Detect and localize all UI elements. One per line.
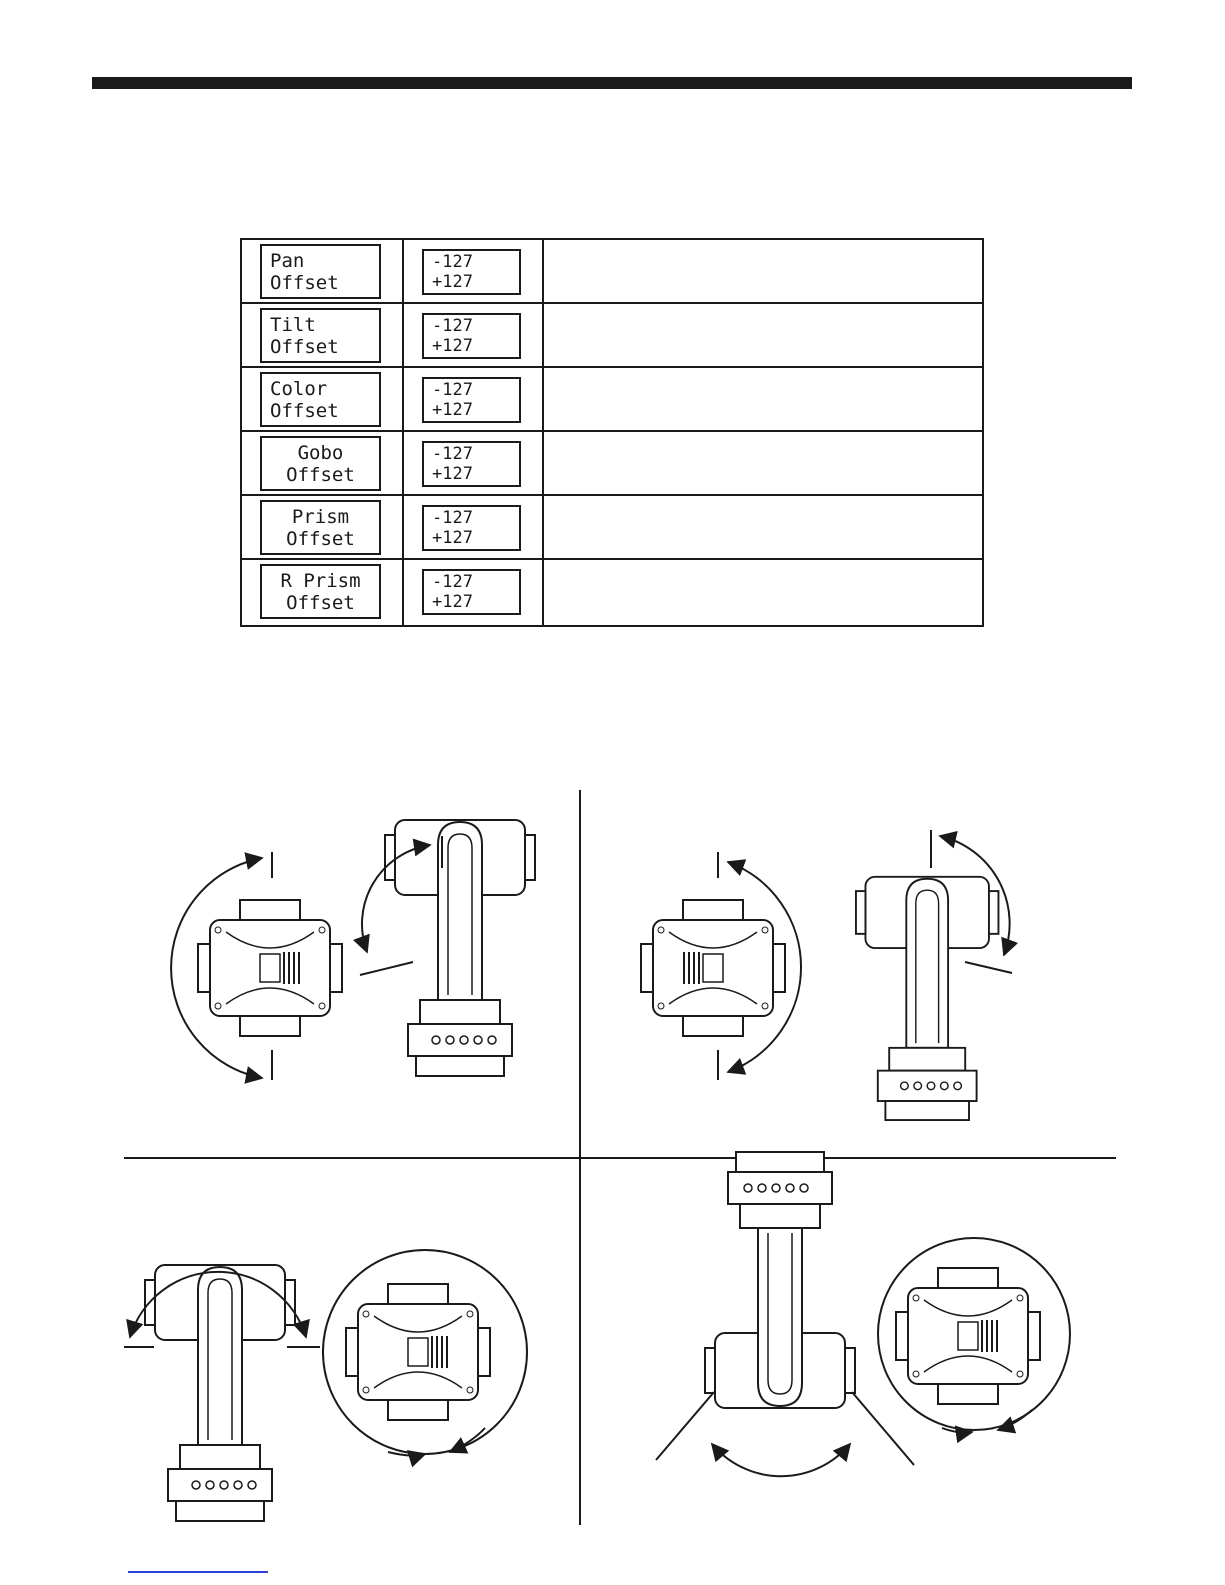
- lcd-name-line2: Offset: [270, 336, 339, 358]
- lcd-name-line2: Offset: [270, 400, 339, 422]
- lcd-display-name: [260, 436, 381, 491]
- lcd-range-display: [422, 313, 521, 359]
- lcd-range-display: [422, 377, 521, 423]
- lcd-display-name: [260, 372, 381, 427]
- offset-table: [240, 238, 984, 627]
- lcd-range-display: [422, 569, 521, 615]
- lcd-name-line1: Color: [270, 378, 328, 400]
- description-cell: [544, 496, 982, 558]
- description-cell: [544, 560, 982, 625]
- range-max: +127: [432, 528, 473, 548]
- lcd-name-line1: Gobo: [297, 442, 344, 464]
- offset-row-prism: [242, 496, 982, 560]
- top-heading-rule: [92, 77, 1132, 89]
- offset-row-tilt: [242, 304, 982, 368]
- range-min: -127: [432, 252, 473, 272]
- lcd-name-line1: R Prism: [280, 570, 361, 592]
- range-max: +127: [432, 400, 473, 420]
- lcd-range-display: [422, 249, 521, 295]
- lcd-range-display: [422, 505, 521, 551]
- range-max: +127: [432, 336, 473, 356]
- offset-row-rotating-prism: [242, 560, 982, 625]
- lcd-name-line2: Offset: [286, 528, 355, 550]
- offset-row-color: [242, 368, 982, 432]
- lcd-display-name: [260, 564, 381, 619]
- lcd-display-name: [260, 308, 381, 363]
- lcd-name-line1: Pan: [270, 250, 305, 272]
- range-min: -127: [432, 380, 473, 400]
- range-max: +127: [432, 592, 473, 612]
- lcd-name-line1: Tilt: [270, 314, 316, 336]
- lcd-display-name: [260, 244, 381, 299]
- offset-row-gobo: [242, 432, 982, 496]
- range-min: -127: [432, 444, 473, 464]
- lcd-name-line2: Offset: [270, 272, 339, 294]
- lcd-name-line2: Offset: [286, 592, 355, 614]
- range-min: -127: [432, 508, 473, 528]
- lcd-display-name: [260, 500, 381, 555]
- lcd-name-line2: Offset: [286, 464, 355, 486]
- range-min: -127: [432, 572, 473, 592]
- description-cell: [544, 368, 982, 430]
- description-cell: [544, 240, 982, 302]
- description-cell: [544, 432, 982, 494]
- range-max: +127: [432, 464, 473, 484]
- footer-link-underline[interactable]: [128, 1571, 268, 1573]
- lcd-name-line1: Prism: [291, 506, 350, 528]
- description-cell: [544, 304, 982, 366]
- lcd-range-display: [422, 441, 521, 487]
- range-min: -127: [432, 316, 473, 336]
- offset-row-pan: [242, 240, 982, 304]
- range-max: +127: [432, 272, 473, 292]
